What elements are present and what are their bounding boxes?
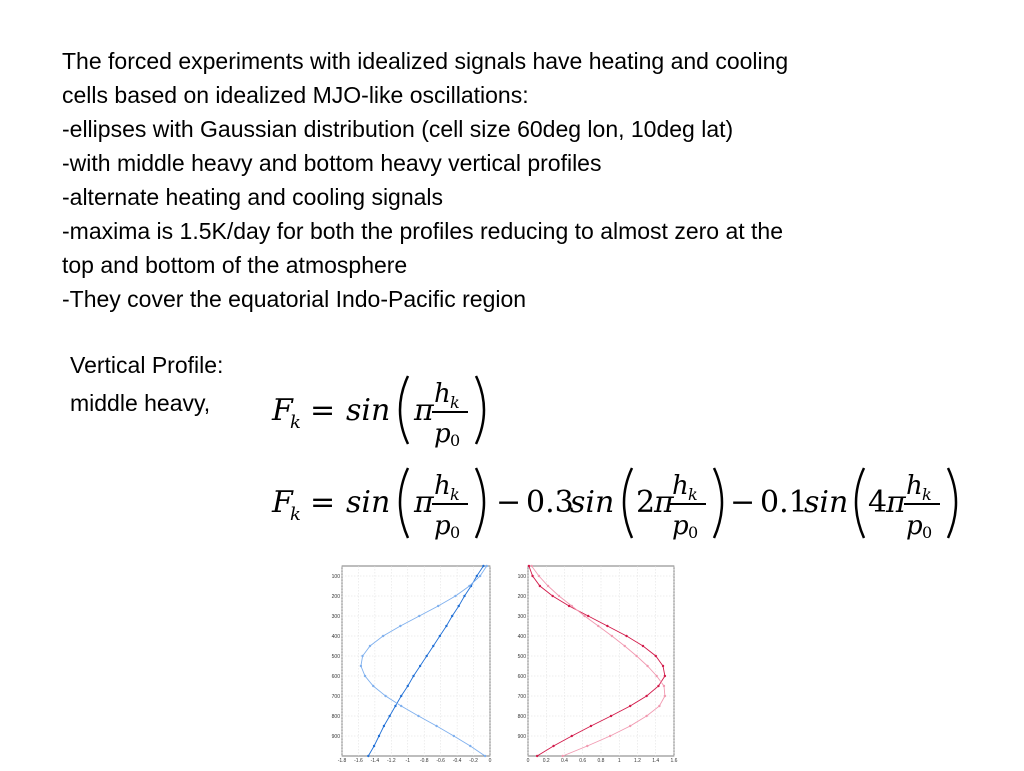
x-tick-label: 0.4 [561, 758, 568, 764]
data-point [587, 615, 589, 617]
svg-text:h: h [434, 471, 451, 501]
plot-frame [342, 566, 490, 756]
data-point [658, 705, 660, 707]
svg-text:h: h [434, 379, 451, 409]
chart-bottom-heavy-profile [508, 562, 683, 771]
svg-text:p: p [434, 511, 451, 541]
svg-text:sin: sin [346, 393, 391, 428]
data-point [482, 565, 484, 567]
body-line: -maxima is 1.5K/day for both the profiles reducing to almost zero at the [62, 218, 784, 244]
data-point [624, 645, 626, 647]
data-point [486, 565, 488, 567]
data-point [418, 615, 420, 617]
data-point [539, 585, 541, 587]
data-point [663, 685, 665, 687]
data-point [531, 575, 533, 577]
svg-text:p: p [906, 511, 923, 541]
data-point [571, 605, 573, 607]
body-line: cells based on idealized MJO-like oscillations: [62, 82, 529, 108]
data-point [372, 685, 374, 687]
svg-text:−: − [730, 485, 756, 520]
coefficient-0-3: 0.3 [526, 485, 574, 520]
data-point [590, 725, 592, 727]
data-point [412, 675, 414, 677]
y-tick-label: 200 [517, 593, 526, 600]
x-tick-label: -0.2 [469, 758, 478, 764]
body-line: -ellipses with Gaussian distribution (cell size 60deg lon, 10deg lat) [62, 116, 734, 142]
data-point [645, 715, 647, 717]
svg-text:π: π [414, 485, 434, 520]
caption-line-middle-heavy: middle heavy, [70, 390, 211, 416]
y-tick-label: 800 [517, 713, 526, 720]
x-tick-label: 1.6 [670, 758, 678, 764]
svg-text:0: 0 [450, 523, 461, 542]
data-point [484, 755, 486, 757]
x-tick-label: -1 [405, 758, 411, 764]
svg-text:2: 2 [636, 485, 656, 520]
svg-text:h: h [672, 471, 689, 501]
data-point [536, 755, 538, 757]
data-point [528, 565, 530, 567]
x-tick-label: -1.6 [354, 758, 363, 764]
data-point [369, 645, 371, 647]
data-point [552, 745, 554, 747]
data-point [655, 655, 657, 657]
svg-text:0: 0 [688, 523, 699, 542]
y-tick-label: 500 [331, 653, 340, 660]
data-point [625, 635, 627, 637]
data-point [432, 645, 434, 647]
x-tick-label: 0.8 [597, 758, 605, 764]
svg-text:0: 0 [450, 431, 461, 450]
data-point [583, 615, 585, 617]
y-tick-label: 500 [517, 653, 526, 660]
caption-line-vertical-profile: Vertical Profile: [70, 352, 224, 378]
data-point [454, 595, 456, 597]
svg-text:0: 0 [922, 523, 933, 542]
data-point [399, 625, 401, 627]
svg-text:k: k [450, 485, 460, 504]
data-point [571, 735, 573, 737]
x-tick-label: 0 [488, 758, 492, 764]
y-tick-label: 900 [517, 733, 526, 740]
data-point [364, 675, 366, 677]
svg-text:=: = [310, 393, 336, 428]
x-tick-label: 1.2 [634, 758, 641, 764]
y-tick-label: 100 [517, 573, 526, 580]
data-point [361, 655, 363, 657]
data-point [551, 595, 553, 597]
svg-text:4: 4 [868, 485, 888, 520]
x-tick-label: -1.2 [387, 758, 396, 764]
y-tick-label: 300 [331, 613, 340, 620]
data-point [664, 675, 666, 677]
data-point [586, 745, 588, 747]
data-point [400, 705, 402, 707]
data-point [629, 705, 631, 707]
body-line: The forced experiments with idealized signals have heating and cooling [62, 48, 789, 74]
y-tick-label: 200 [331, 593, 340, 600]
x-tick-label: -0.6 [436, 758, 445, 764]
data-point [645, 695, 647, 697]
slide-body-text [62, 44, 982, 316]
y-tick-label: 300 [517, 613, 526, 620]
body-line: top and bottom of the atmosphere [62, 252, 408, 278]
x-tick-label: 0.2 [542, 758, 550, 764]
svg-text:k: k [290, 412, 301, 433]
x-tick-label: -0.4 [452, 758, 462, 764]
y-tick-label: 900 [331, 733, 340, 740]
data-point [383, 725, 385, 727]
data-point [458, 605, 460, 607]
y-tick-label: 400 [331, 633, 340, 640]
data-point [662, 665, 664, 667]
data-point [597, 625, 599, 627]
data-point [360, 665, 362, 667]
data-point [425, 655, 427, 657]
data-point [384, 695, 386, 697]
svg-text:F: F [272, 485, 293, 520]
svg-text:p: p [434, 419, 451, 449]
body-line: -with middle heavy and bottom heavy vertical profiles [62, 150, 602, 176]
data-point [407, 685, 409, 687]
data-point [394, 705, 396, 707]
data-point [610, 715, 612, 717]
svg-text:π: π [654, 485, 674, 520]
data-point [646, 665, 648, 667]
svg-text:π: π [886, 485, 906, 520]
x-tick-label: 1 [617, 758, 621, 764]
data-point [629, 725, 631, 727]
data-point [479, 575, 481, 577]
y-tick-label: 800 [331, 713, 340, 720]
data-point [451, 615, 453, 617]
profile-caption [70, 346, 223, 422]
x-tick-label: 0.6 [579, 758, 587, 764]
svg-text:k: k [290, 504, 301, 525]
data-point [373, 745, 375, 747]
svg-text:F: F [272, 393, 293, 428]
formula-middle-heavy [270, 370, 510, 458]
data-point [469, 745, 471, 747]
data-point [435, 725, 437, 727]
y-tick-label: 700 [331, 693, 340, 700]
data-point [609, 735, 611, 737]
data-point [611, 635, 613, 637]
data-point [437, 605, 439, 607]
y-tick-label: 600 [331, 673, 340, 680]
data-point [476, 575, 478, 577]
svg-text:k: k [450, 393, 460, 412]
data-point [642, 645, 644, 647]
data-point [655, 675, 657, 677]
data-point [419, 665, 421, 667]
data-point [439, 635, 441, 637]
x-tick-label: -1.4 [370, 758, 380, 764]
data-point [538, 575, 540, 577]
data-point [453, 735, 455, 737]
x-tick-label: -0.8 [419, 758, 429, 764]
coefficient-0-1: 0.1 [760, 485, 808, 520]
svg-text:h: h [906, 471, 923, 501]
data-point [561, 755, 563, 757]
svg-text:k: k [688, 485, 698, 504]
data-point [388, 715, 390, 717]
y-tick-label: 100 [331, 573, 340, 580]
data-point [382, 635, 384, 637]
data-point [445, 625, 447, 627]
body-line: -They cover the equatorial Indo-Pacific region [62, 286, 527, 312]
y-tick-label: 700 [517, 693, 526, 700]
y-tick-label: 400 [517, 633, 526, 640]
svg-text:p: p [672, 511, 689, 541]
svg-text:−: − [496, 485, 522, 520]
x-tick-label: 0 [526, 758, 530, 764]
svg-text:sin: sin [570, 485, 615, 520]
svg-text:k: k [922, 485, 932, 504]
data-point [378, 735, 380, 737]
data-point [367, 755, 369, 757]
data-point [530, 565, 532, 567]
svg-text:sin: sin [346, 485, 391, 520]
data-point [664, 695, 666, 697]
svg-text:=: = [310, 485, 336, 520]
svg-text:π: π [414, 393, 434, 428]
data-point [468, 585, 470, 587]
data-point [417, 715, 419, 717]
data-point [606, 625, 608, 627]
chart-middle-heavy-profile [318, 562, 498, 771]
data-point [657, 685, 659, 687]
data-point [568, 605, 570, 607]
data-point [400, 695, 402, 697]
y-tick-label: 600 [517, 673, 526, 680]
x-tick-label: 1.4 [652, 758, 660, 764]
svg-text:sin: sin [804, 485, 849, 520]
data-point [547, 585, 549, 587]
data-point [558, 595, 560, 597]
data-point [635, 655, 637, 657]
formula-bottom-heavy [270, 462, 970, 554]
body-line: -alternate heating and cooling signals [62, 184, 444, 210]
data-point [463, 595, 465, 597]
x-tick-label: -1.8 [337, 758, 347, 764]
